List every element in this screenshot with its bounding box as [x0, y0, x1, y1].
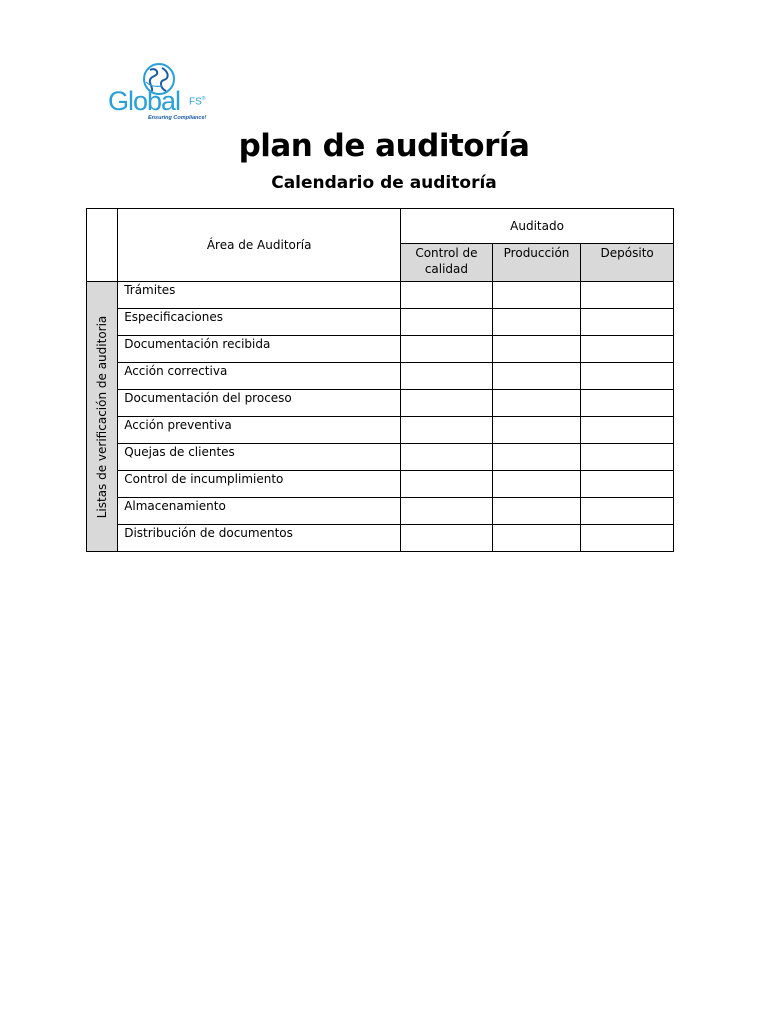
cell-produccion[interactable] [492, 390, 581, 417]
table-row [87, 282, 674, 309]
cell-control-calidad[interactable] [401, 525, 493, 552]
cell-produccion[interactable] [492, 363, 581, 390]
row-label: Especificaciones [118, 309, 401, 336]
table-row [87, 444, 674, 471]
cell-deposito[interactable] [581, 282, 674, 309]
table-row [87, 309, 674, 336]
table-row [87, 363, 674, 390]
table-row [87, 525, 674, 552]
cell-deposito[interactable] [581, 417, 674, 444]
audit-plan-table [86, 208, 674, 552]
cell-deposito[interactable] [581, 363, 674, 390]
audited-header: Auditado [401, 209, 674, 244]
cell-produccion[interactable] [492, 417, 581, 444]
cell-control-calidad[interactable] [401, 417, 493, 444]
cell-produccion[interactable] [492, 471, 581, 498]
table-row [87, 336, 674, 363]
cell-deposito[interactable] [581, 444, 674, 471]
row-label: Acción correctiva [118, 363, 401, 390]
cell-produccion[interactable] [492, 309, 581, 336]
row-label: Acción preventiva [118, 417, 401, 444]
row-label: Documentación del proceso [118, 390, 401, 417]
cell-control-calidad[interactable] [401, 390, 493, 417]
global-fs-logo [106, 60, 226, 126]
cell-control-calidad[interactable] [401, 309, 493, 336]
logo-wordmark: Global [108, 86, 181, 116]
cell-produccion[interactable] [492, 498, 581, 525]
logo-fs: FS® [189, 96, 206, 108]
cell-deposito[interactable] [581, 471, 674, 498]
row-label: Quejas de clientes [118, 444, 401, 471]
corner-cell [87, 209, 118, 282]
table-row [87, 390, 674, 417]
cell-produccion[interactable] [492, 444, 581, 471]
cell-control-calidad[interactable] [401, 363, 493, 390]
row-label: Almacenamiento [118, 498, 401, 525]
table-row [87, 498, 674, 525]
cell-deposito[interactable] [581, 525, 674, 552]
cell-control-calidad[interactable] [401, 498, 493, 525]
area-header: Área de Auditoría [118, 209, 401, 282]
table-row [87, 471, 674, 498]
cell-control-calidad[interactable] [401, 282, 493, 309]
cell-deposito[interactable] [581, 336, 674, 363]
checklist-side-label: Listas de verificación de auditoria [95, 315, 110, 518]
row-label: Trámites [118, 282, 401, 309]
row-label: Documentación recibida [118, 336, 401, 363]
column-header-produccion: Producción [492, 244, 581, 282]
cell-deposito[interactable] [581, 498, 674, 525]
checklist-side-cell [87, 282, 118, 552]
logo-tagline: Ensuring Compliance! [148, 115, 207, 121]
document-subtitle: Calendario de auditoría [271, 173, 497, 193]
row-label: Control de incumplimiento [118, 471, 401, 498]
cell-control-calidad[interactable] [401, 336, 493, 363]
cell-control-calidad[interactable] [401, 471, 493, 498]
cell-deposito[interactable] [581, 390, 674, 417]
header-row-1 [87, 209, 674, 244]
column-header-deposito: Depósito [581, 244, 674, 282]
cell-produccion[interactable] [492, 525, 581, 552]
cell-produccion[interactable] [492, 282, 581, 309]
table-row [87, 417, 674, 444]
row-label: Distribución de documentos [118, 525, 401, 552]
document-title: plan de auditoría [238, 128, 530, 164]
column-header-control-calidad: Control de calidad [401, 244, 493, 282]
cell-control-calidad[interactable] [401, 444, 493, 471]
cell-produccion[interactable] [492, 336, 581, 363]
cell-deposito[interactable] [581, 309, 674, 336]
